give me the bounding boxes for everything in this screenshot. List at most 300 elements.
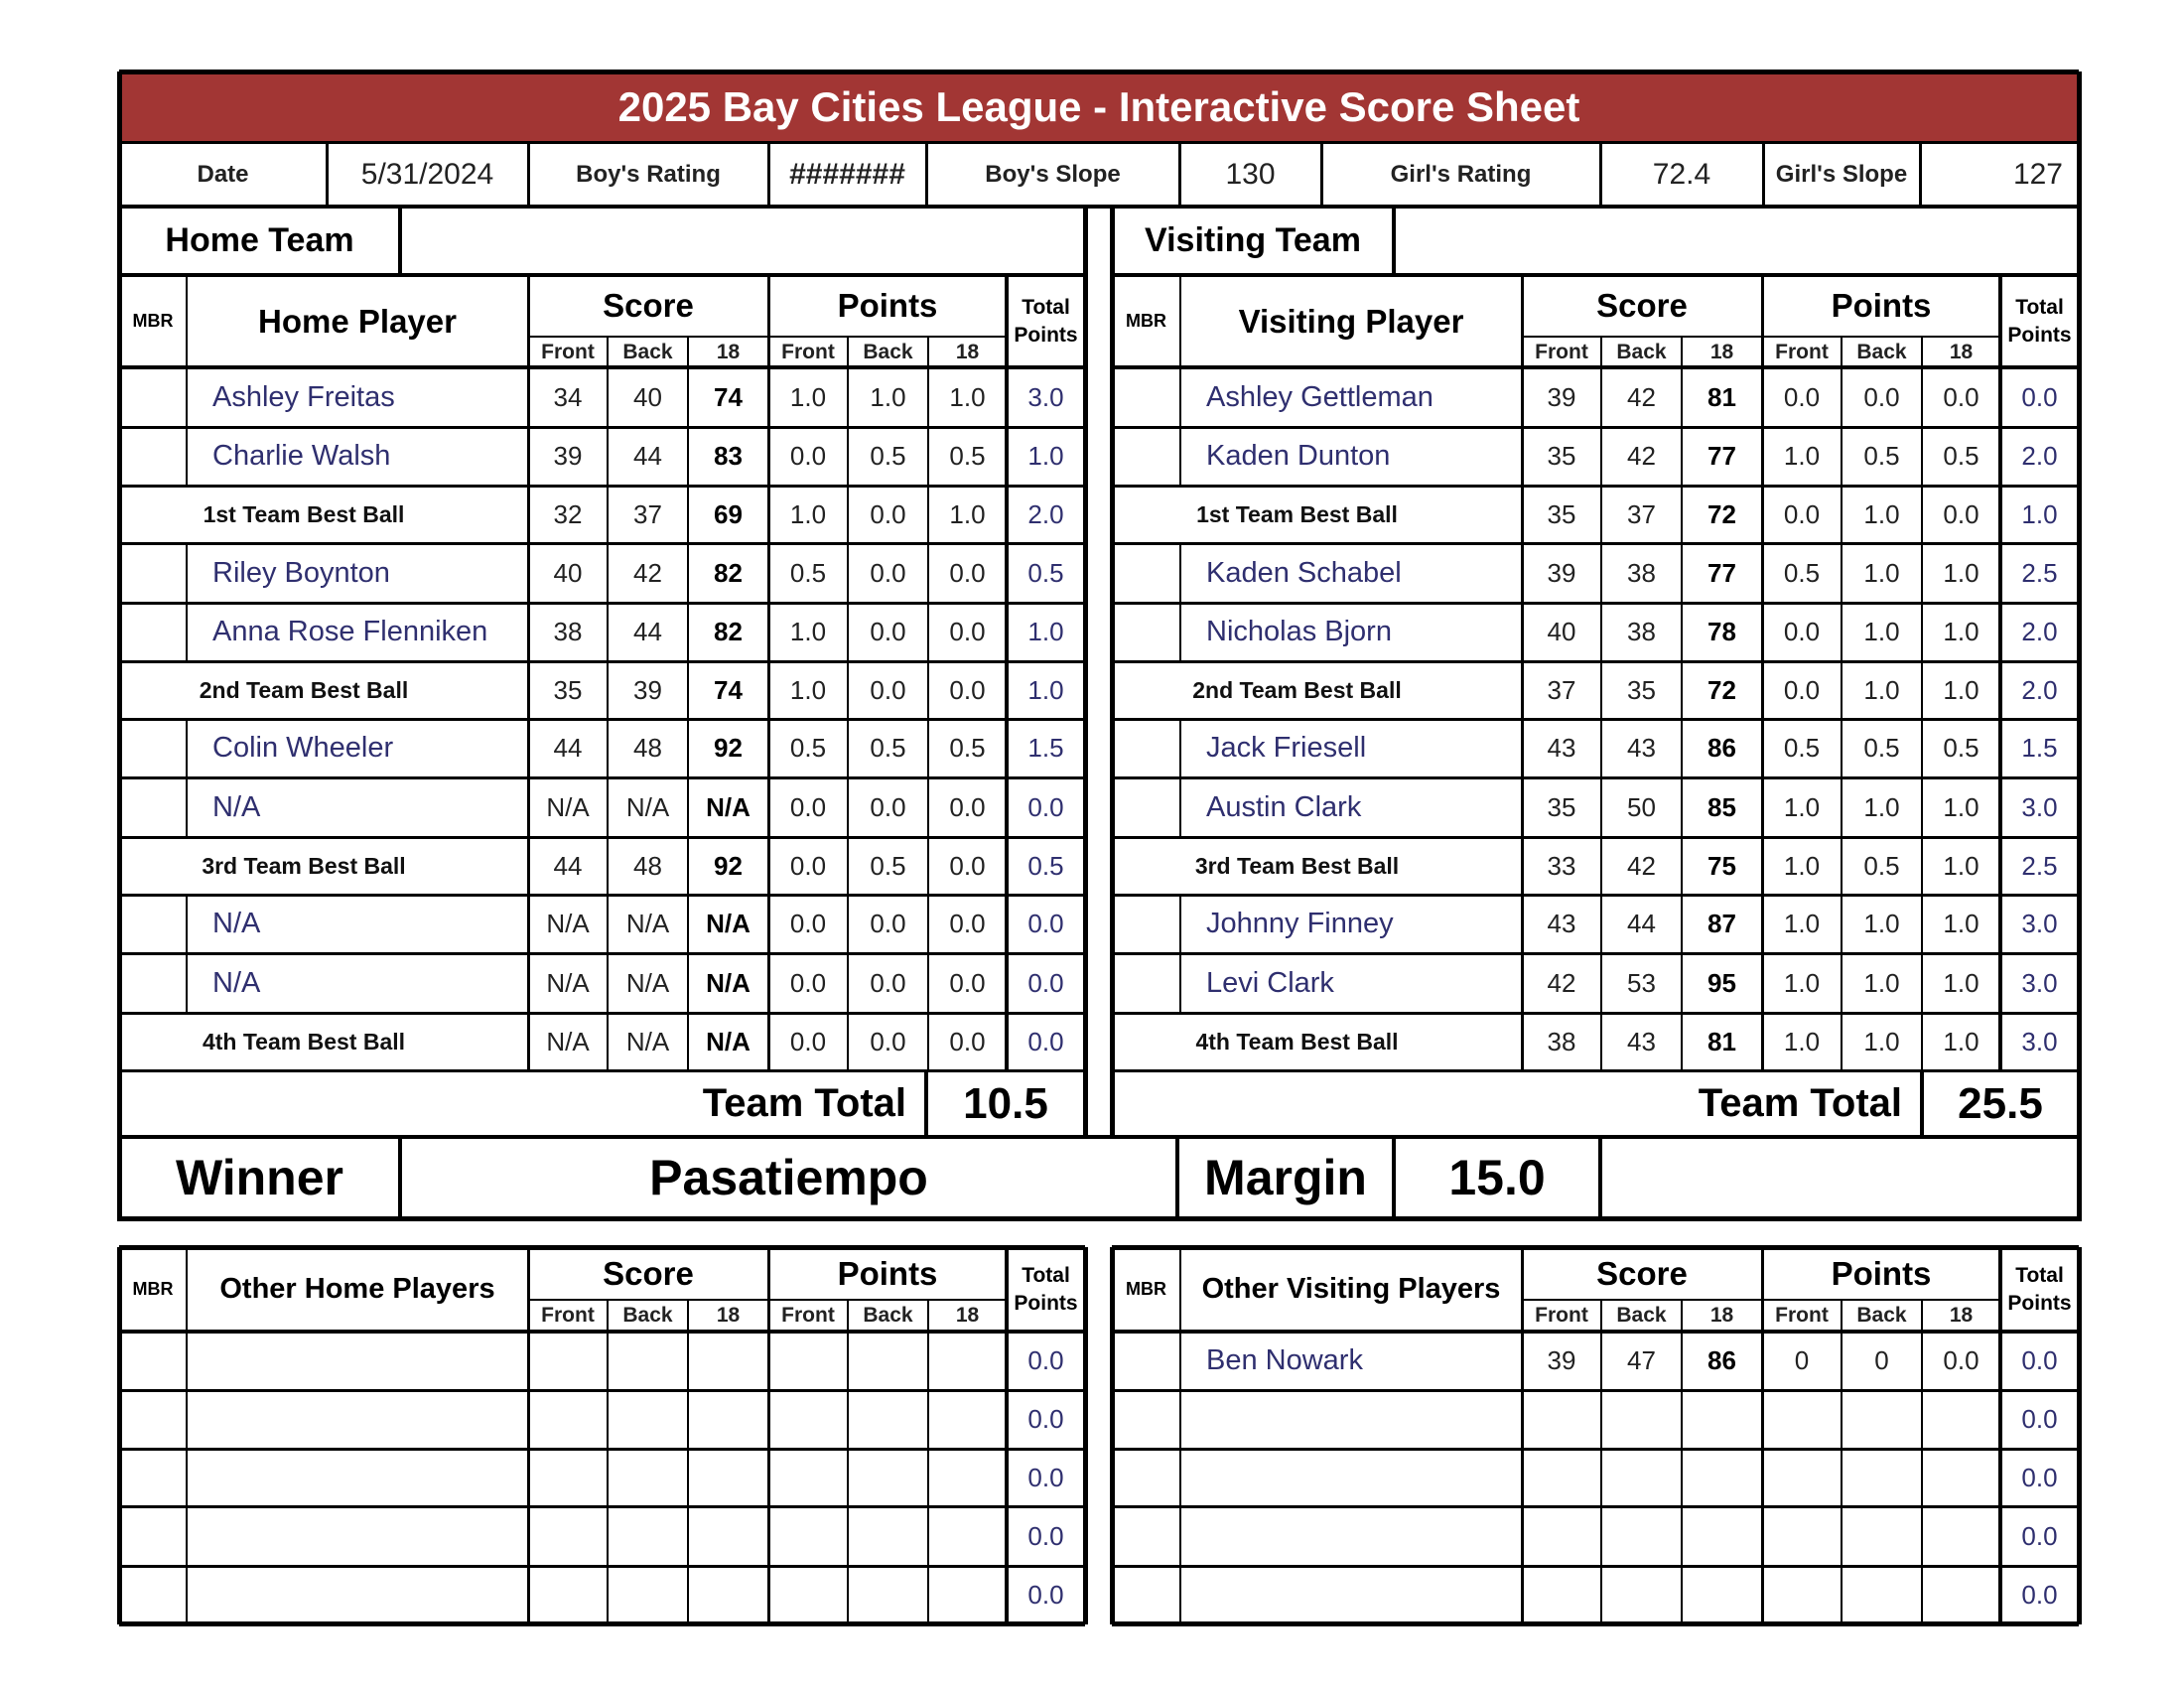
grid-line: [1179, 427, 1181, 486]
grid-line: [927, 1332, 929, 1623]
girls-rating-label: Girl's Rating: [1390, 160, 1532, 188]
mbr-checkbox[interactable]: [119, 367, 187, 427]
score-front[interactable]: 35: [553, 674, 583, 705]
score-18: 74: [714, 381, 743, 412]
points-18: 0.0: [949, 617, 986, 646]
total-points: 3.0: [2021, 909, 2058, 938]
winner-value: Pasatiempo: [649, 1150, 928, 1205]
player-name[interactable]: [1180, 1449, 1522, 1506]
grid-line: [1998, 275, 2002, 1070]
score-front[interactable]: 40: [553, 557, 583, 588]
score-back[interactable]: 42: [1627, 441, 1656, 471]
points-front: 0.0: [1783, 617, 1821, 646]
score-front[interactable]: N/A: [546, 1026, 590, 1056]
sub-header: Front: [1775, 340, 1829, 363]
score-front[interactable]: 40: [1547, 617, 1576, 646]
score-back[interactable]: 39: [633, 674, 662, 705]
grid-line: [398, 1137, 402, 1218]
mbr-checkbox[interactable]: [119, 1449, 187, 1506]
score-header: Score: [603, 1254, 694, 1292]
score-front[interactable]: 35: [1547, 441, 1576, 471]
grid-line: [1681, 367, 1683, 1070]
grid-line: [1110, 1247, 1115, 1624]
grid-line: [527, 275, 530, 1070]
points-back: 0.0: [870, 557, 906, 588]
points-front: 0: [1794, 1345, 1810, 1375]
sub-header: 18: [1949, 1304, 1974, 1327]
points-back: 1.0: [1863, 1026, 1900, 1056]
points-back: 0.5: [1863, 850, 1900, 881]
points-front: 0.0: [1783, 498, 1821, 529]
blank-cell: [1600, 1137, 2079, 1218]
total-points: 0.0: [1027, 1345, 1064, 1375]
points-18: [928, 1332, 1007, 1390]
score-back[interactable]: [608, 1449, 688, 1506]
sub-header: Back: [863, 340, 913, 363]
score-18: 86: [1707, 733, 1736, 763]
score-back[interactable]: 35: [1627, 674, 1656, 705]
mbr-checkbox[interactable]: [1112, 427, 1180, 486]
girls-slope-field[interactable]: 127: [2012, 157, 2063, 191]
score-back[interactable]: [608, 1566, 688, 1623]
score-front[interactable]: 43: [1547, 909, 1576, 938]
player-name[interactable]: Ben Nowark: [1206, 1344, 1363, 1376]
mbr-checkbox[interactable]: [1112, 895, 1180, 953]
grid-line: [1600, 367, 1602, 1070]
grid-line: [767, 142, 770, 207]
points-18: 1.0: [1943, 850, 1979, 881]
points-back: 0.0: [870, 674, 906, 705]
points-front: 1.0: [1783, 1026, 1821, 1056]
score-back[interactable]: 44: [1627, 909, 1656, 938]
points-front: 1.0: [1783, 967, 1821, 998]
score-back[interactable]: 44: [633, 617, 662, 646]
sub-header: Front: [541, 1304, 595, 1327]
points-back: [1842, 1506, 1922, 1566]
points-18: 1.0: [1943, 909, 1979, 938]
score-front[interactable]: N/A: [546, 967, 590, 998]
grid-line: [1178, 142, 1181, 207]
score-18: 85: [1707, 791, 1736, 822]
mbr-checkbox[interactable]: [1112, 367, 1180, 427]
player-name[interactable]: N/A: [212, 790, 261, 823]
score-back[interactable]: 53: [1627, 967, 1656, 998]
grid-line: [1392, 207, 1396, 275]
mbr-checkbox[interactable]: [1112, 1449, 1180, 1506]
team-best-ball-label: 3rd Team Best Ball: [1194, 852, 1400, 879]
grid-line: [1005, 1247, 1009, 1623]
points-front: 1.0: [789, 498, 827, 529]
player-name[interactable]: N/A: [212, 908, 261, 939]
girls-rating-field[interactable]: 72.4: [1652, 157, 1711, 191]
score-front[interactable]: [528, 1566, 608, 1623]
score-back[interactable]: 48: [633, 850, 662, 881]
player-name[interactable]: Ashley Freitas: [212, 380, 395, 413]
grid-line: [687, 1300, 689, 1332]
points-front: 0.5: [789, 557, 827, 588]
score-18: 78: [1707, 617, 1736, 646]
grid-line: [1841, 1332, 1843, 1623]
grid-line: [1179, 543, 1181, 603]
player-name[interactable]: Jack Friesell: [1206, 732, 1367, 764]
grid-line: [186, 953, 188, 1013]
score-front[interactable]: 43: [1547, 733, 1576, 763]
total-points: 2.0: [2021, 617, 2058, 646]
score-front[interactable]: 38: [1547, 1026, 1576, 1056]
score-front[interactable]: 39: [1547, 381, 1576, 412]
grid-line: [1083, 1247, 1088, 1624]
player-name[interactable]: [187, 1506, 528, 1566]
player-name[interactable]: Austin Clark: [1206, 790, 1362, 823]
points-back: 1.0: [1863, 967, 1900, 998]
score-18: [688, 1449, 768, 1506]
points-back: [848, 1566, 928, 1623]
player-name[interactable]: [1180, 1390, 1522, 1449]
mbr-checkbox[interactable]: [119, 427, 187, 486]
total-points-header: Total Points: [1014, 1264, 1078, 1315]
player-name[interactable]: Kaden Schabel: [1206, 556, 1402, 589]
points-front: 1.0: [789, 617, 827, 646]
score-front[interactable]: 39: [1547, 557, 1576, 588]
score-front[interactable]: [528, 1390, 608, 1449]
score-18: [688, 1390, 768, 1449]
score-18: N/A: [706, 967, 751, 998]
grid-line: [186, 427, 188, 486]
grid-line: [1521, 1247, 1524, 1623]
player-name[interactable]: Kaden Dunton: [1206, 440, 1391, 472]
total-points: 3.0: [1027, 381, 1064, 412]
grid-line: [119, 70, 2079, 74]
score-back[interactable]: 37: [1627, 498, 1656, 529]
mbr-checkbox[interactable]: [119, 1506, 187, 1566]
player-name[interactable]: [1180, 1566, 1522, 1623]
player-name[interactable]: [187, 1566, 528, 1623]
grid-line: [1921, 367, 1923, 1070]
grid-line: [1179, 777, 1181, 837]
points-back: 0.0: [1863, 381, 1900, 412]
grid-line: [1083, 207, 1088, 1137]
total-points: 0.0: [2021, 1345, 2058, 1375]
score-18: [688, 1506, 768, 1566]
points-18: 1.0: [1943, 791, 1979, 822]
score-front[interactable]: N/A: [546, 791, 590, 822]
player-name[interactable]: Colin Wheeler: [212, 732, 394, 764]
grid-line: [527, 142, 530, 207]
score-back[interactable]: [1601, 1390, 1682, 1449]
grid-line: [1179, 275, 1181, 367]
score-back[interactable]: 48: [633, 733, 662, 763]
points-18: 0.0: [949, 557, 986, 588]
score-back[interactable]: [1601, 1449, 1682, 1506]
score-back[interactable]: [608, 1506, 688, 1566]
mbr-checkbox[interactable]: [1112, 953, 1180, 1013]
player-name[interactable]: Ashley Gettleman: [1206, 380, 1433, 413]
points-back: 0.0: [870, 967, 906, 998]
grid-line: [927, 337, 929, 367]
points-back: 0.5: [870, 850, 906, 881]
score-front[interactable]: [528, 1449, 608, 1506]
mbr-checkbox[interactable]: [119, 1566, 187, 1623]
points-front: 0.0: [789, 791, 827, 822]
score-front[interactable]: [1522, 1390, 1601, 1449]
score-front[interactable]: [1522, 1506, 1601, 1566]
points-back: 1.0: [1863, 674, 1900, 705]
points-front: 1.0: [1783, 791, 1821, 822]
score-back[interactable]: 40: [633, 381, 662, 412]
score-18: 69: [714, 498, 743, 529]
grid-line: [687, 1332, 689, 1623]
grid-line: [119, 1621, 1085, 1626]
score-18: [1682, 1566, 1762, 1623]
grid-line: [767, 1247, 770, 1623]
player-name[interactable]: Johnny Finney: [1206, 908, 1394, 939]
score-back[interactable]: N/A: [625, 791, 670, 822]
points-header: Points: [1831, 287, 1932, 324]
grid-line: [1600, 337, 1602, 367]
boys-rating-field[interactable]: #######: [789, 157, 905, 191]
grid-line: [1392, 1137, 1396, 1218]
score-back[interactable]: 47: [1627, 1345, 1656, 1375]
score-back[interactable]: 44: [633, 441, 662, 471]
score-18: 74: [714, 674, 743, 705]
score-back[interactable]: [1601, 1566, 1682, 1623]
sub-header: Front: [781, 340, 835, 363]
mbr-checkbox[interactable]: [1112, 1332, 1180, 1390]
player-name[interactable]: Riley Boynton: [212, 556, 390, 589]
sub-header: 18: [955, 1304, 980, 1327]
total-points: 1.5: [1027, 733, 1064, 763]
points-front: 1.0: [1783, 850, 1821, 881]
sub-header: 18: [716, 340, 741, 363]
grid-line: [927, 1300, 929, 1332]
points-18: [928, 1566, 1007, 1623]
mbr-checkbox[interactable]: [119, 603, 187, 661]
score-back[interactable]: 37: [633, 498, 662, 529]
total-points: 1.0: [1027, 617, 1064, 646]
points-front: [768, 1449, 848, 1506]
total-points: 0.0: [1027, 1026, 1064, 1056]
mbr-checkbox[interactable]: [1112, 1506, 1180, 1566]
score-back[interactable]: [1601, 1506, 1682, 1566]
score-front[interactable]: N/A: [546, 909, 590, 938]
score-front[interactable]: 44: [553, 733, 583, 763]
points-front: [768, 1390, 848, 1449]
grid-line: [1762, 142, 1765, 207]
grid-line: [186, 275, 188, 367]
visit-team-name-field[interactable]: [1394, 207, 2079, 275]
score-18: 87: [1707, 909, 1736, 938]
mbr-header: MBR: [1126, 311, 1166, 331]
points-18: 0.0: [949, 909, 986, 938]
grid-line: [186, 367, 188, 427]
grid-line: [1112, 1621, 2079, 1626]
score-front[interactable]: [1522, 1566, 1601, 1623]
points-18: [928, 1449, 1007, 1506]
score-front[interactable]: 44: [553, 850, 583, 881]
player-name[interactable]: Charlie Walsh: [212, 440, 391, 472]
player-name[interactable]: Nicholas Bjorn: [1206, 616, 1392, 647]
score-front[interactable]: 35: [1547, 498, 1576, 529]
score-front[interactable]: 39: [1547, 1345, 1576, 1375]
score-back[interactable]: N/A: [625, 909, 670, 938]
score-back[interactable]: 42: [1627, 381, 1656, 412]
points-header: Points: [837, 1254, 938, 1292]
points-front: 0.0: [789, 441, 827, 471]
grid-line: [1320, 142, 1323, 207]
total-points: 2.0: [2021, 441, 2058, 471]
grid-line: [925, 142, 928, 207]
sub-header: 18: [1949, 340, 1974, 363]
visit-team-label: Visiting Team: [1145, 221, 1361, 259]
grid-line: [186, 719, 188, 777]
score-front[interactable]: 37: [1547, 674, 1576, 705]
score-front[interactable]: [528, 1332, 608, 1390]
grid-line: [186, 543, 188, 603]
points-18: 0.5: [1943, 733, 1979, 763]
sub-header: Back: [622, 340, 673, 363]
player-name[interactable]: [1180, 1506, 1522, 1566]
grid-line: [847, 367, 849, 1070]
player-name[interactable]: Anna Rose Flenniken: [212, 616, 488, 647]
winner-label: Winner: [176, 1150, 343, 1205]
score-18: 72: [1707, 498, 1736, 529]
score-18: 81: [1707, 381, 1736, 412]
boys-slope-label: Boy's Slope: [985, 160, 1121, 188]
home-team-label: Home Team: [165, 221, 354, 259]
grid-line: [326, 142, 329, 207]
grid-line: [1841, 367, 1843, 1070]
mbr-checkbox[interactable]: [119, 895, 187, 953]
grid-line: [1681, 337, 1683, 367]
score-18: N/A: [706, 1026, 751, 1056]
points-back: 1.0: [1863, 498, 1900, 529]
score-front[interactable]: 38: [553, 617, 583, 646]
points-back: [1842, 1449, 1922, 1506]
total-points: 0.0: [1027, 1520, 1064, 1551]
total-points: 0.5: [1027, 557, 1064, 588]
score-18: 75: [1707, 850, 1736, 881]
score-back[interactable]: 43: [1627, 733, 1656, 763]
sub-header: Front: [1535, 340, 1588, 363]
mbr-checkbox[interactable]: [1112, 719, 1180, 777]
mbr-checkbox[interactable]: [1112, 1390, 1180, 1449]
visit-team-total-value: 25.5: [1958, 1078, 2043, 1128]
score-front[interactable]: 33: [1547, 850, 1576, 881]
score-back[interactable]: [608, 1332, 688, 1390]
score-back[interactable]: 38: [1627, 557, 1656, 588]
grid-line: [398, 207, 402, 275]
mbr-checkbox[interactable]: [119, 1332, 187, 1390]
score-front[interactable]: [528, 1506, 608, 1566]
score-back[interactable]: 38: [1627, 617, 1656, 646]
mbr-checkbox[interactable]: [119, 719, 187, 777]
mbr-checkbox[interactable]: [119, 777, 187, 837]
home-team-name-field[interactable]: [400, 207, 1085, 275]
points-18: 0.0: [949, 967, 986, 998]
grid-line: [607, 1332, 609, 1623]
score-back[interactable]: N/A: [625, 1026, 670, 1056]
grid-line: [2077, 71, 2082, 1221]
points-back: 0.0: [870, 1026, 906, 1056]
player-name[interactable]: [187, 1390, 528, 1449]
score-back[interactable]: 42: [633, 557, 662, 588]
sub-header: Back: [1856, 340, 1907, 363]
score-front[interactable]: 39: [553, 441, 583, 471]
points-18: 0.0: [949, 1026, 986, 1056]
boys-slope-field[interactable]: 130: [1225, 157, 1276, 191]
total-points: 2.0: [1027, 498, 1064, 529]
mbr-checkbox[interactable]: [119, 1390, 187, 1449]
points-header: Points: [1831, 1254, 1932, 1292]
score-back[interactable]: 50: [1627, 791, 1656, 822]
total-points: 1.0: [1027, 674, 1064, 705]
points-back: 0: [1874, 1345, 1889, 1375]
points-back: [848, 1449, 928, 1506]
player-name[interactable]: N/A: [212, 966, 261, 999]
points-front: 0.0: [789, 850, 827, 881]
points-back: 0.0: [870, 617, 906, 646]
player-name[interactable]: Levi Clark: [1206, 966, 1334, 999]
mbr-checkbox[interactable]: [1112, 777, 1180, 837]
total-points: 0.0: [2021, 1520, 2058, 1551]
score-back[interactable]: 43: [1627, 1026, 1656, 1056]
mbr-checkbox[interactable]: [119, 543, 187, 603]
score-18: [688, 1332, 768, 1390]
grid-line: [1179, 1247, 1181, 1623]
score-back[interactable]: N/A: [625, 967, 670, 998]
points-18: 1.0: [1943, 617, 1979, 646]
grid-line: [1175, 1137, 1179, 1218]
points-front: 0.5: [1783, 733, 1821, 763]
points-back: 1.0: [870, 381, 906, 412]
date-field[interactable]: 5/31/2024: [360, 157, 494, 191]
mbr-checkbox[interactable]: [1112, 543, 1180, 603]
grid-line: [1681, 1300, 1683, 1332]
mbr-checkbox[interactable]: [119, 953, 187, 1013]
score-18: 82: [714, 617, 743, 646]
score-front[interactable]: 42: [1547, 967, 1576, 998]
team-best-ball-label: 4th Team Best Ball: [1195, 1028, 1399, 1055]
grid-line: [1598, 1137, 1602, 1218]
points-18: 0.5: [1943, 441, 1979, 471]
visit-player-header: Visiting Player: [1238, 302, 1464, 340]
score-back[interactable]: 42: [1627, 850, 1656, 881]
total-points: 0.0: [1027, 791, 1064, 822]
score-front[interactable]: 34: [553, 381, 583, 412]
points-front: [768, 1506, 848, 1566]
points-back: 1.0: [1863, 909, 1900, 938]
grid-line: [1521, 275, 1524, 1070]
points-18: 0.0: [949, 791, 986, 822]
grid-line: [117, 71, 122, 1221]
mbr-checkbox[interactable]: [1112, 1566, 1180, 1623]
points-18: 0.0: [1943, 498, 1979, 529]
player-name[interactable]: [187, 1449, 528, 1506]
mbr-checkbox[interactable]: [1112, 603, 1180, 661]
score-front[interactable]: 35: [1547, 791, 1576, 822]
score-front[interactable]: [1522, 1449, 1601, 1506]
score-header: Score: [1596, 1254, 1688, 1292]
mbr-header: MBR: [1126, 1279, 1166, 1299]
total-points: 0.0: [1027, 967, 1064, 998]
score-back[interactable]: [608, 1390, 688, 1449]
score-front[interactable]: 32: [553, 498, 583, 529]
player-name[interactable]: [187, 1332, 528, 1390]
visit-team-total-label: Team Total: [1698, 1081, 1902, 1125]
grid-line: [767, 275, 770, 1070]
points-front: 0.0: [789, 967, 827, 998]
grid-line: [119, 1216, 2079, 1221]
